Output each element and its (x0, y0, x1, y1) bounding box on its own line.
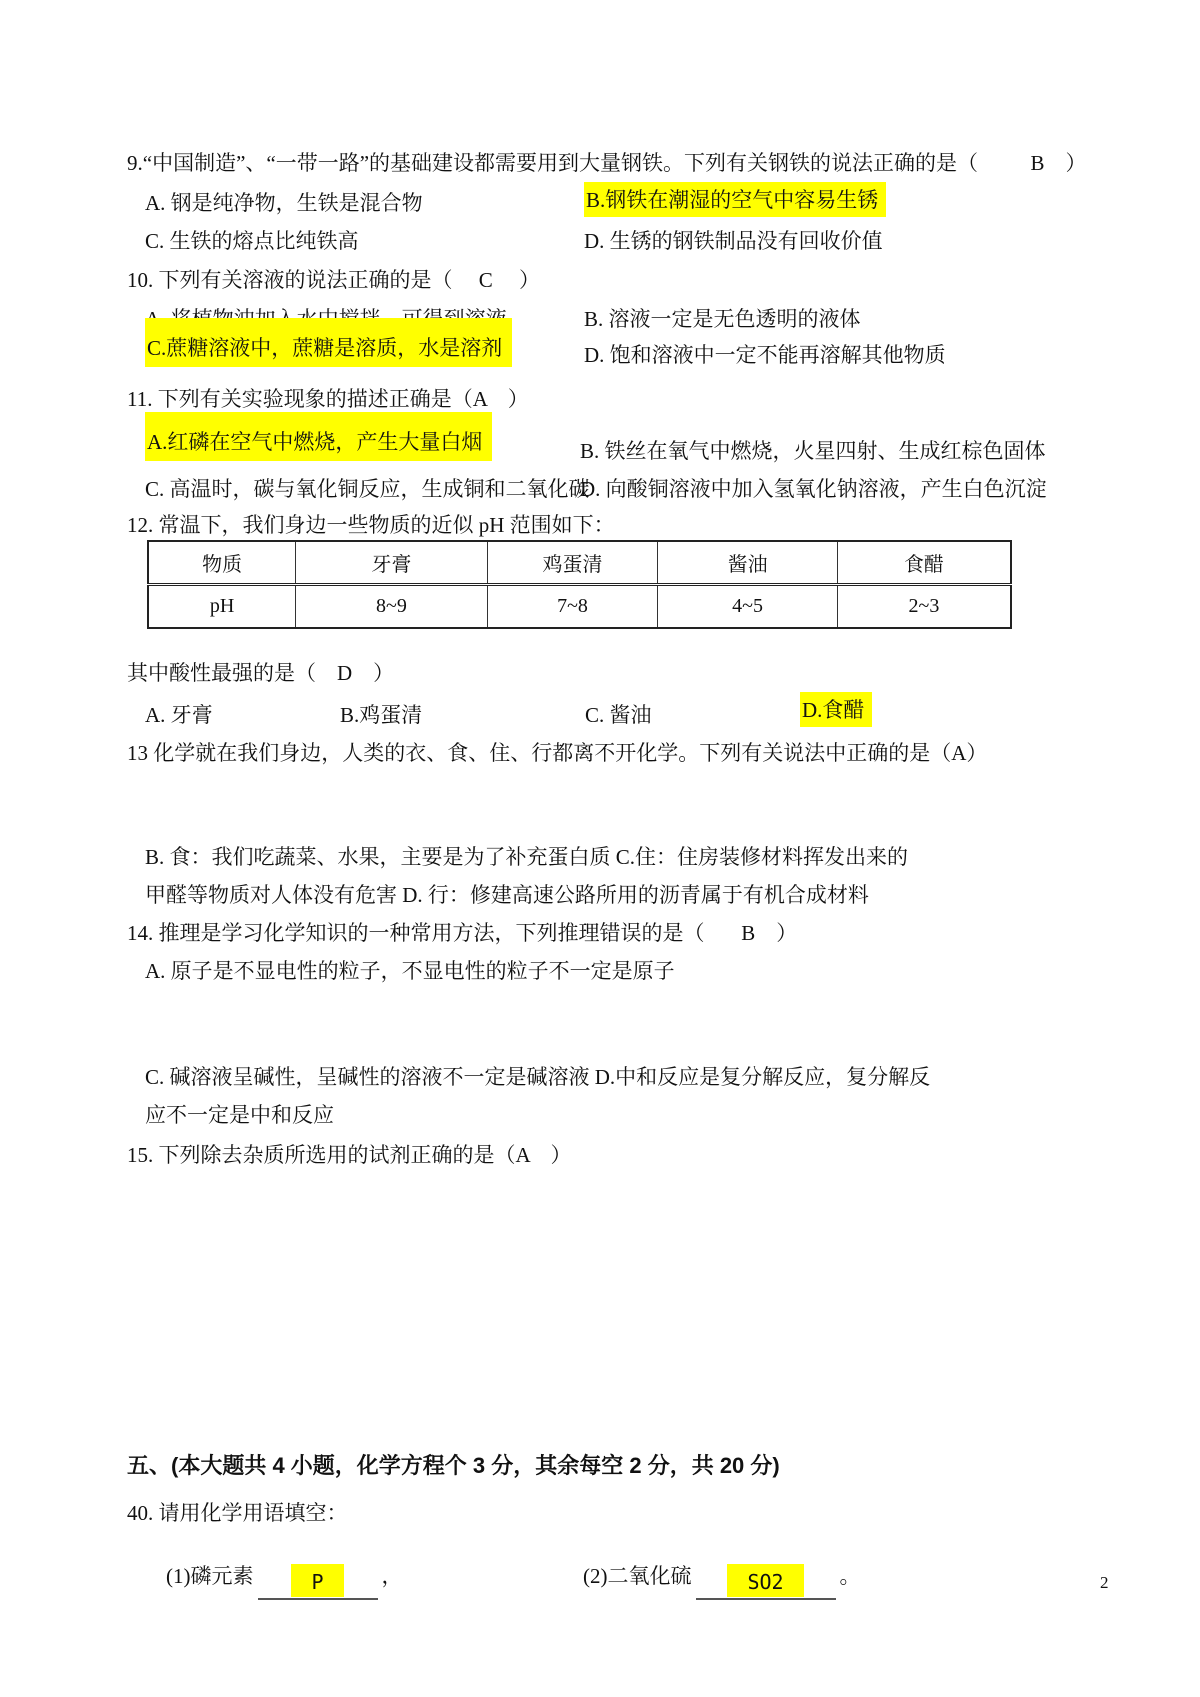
q14-options-cd-line: C. 碱溶液呈碱性，呈碱性的溶液不一定是碱溶液 D.中和反应是复分解反应，复分解反 (145, 1065, 931, 1089)
q9-option-b-highlighted (584, 182, 886, 217)
q13-options-bc-line: B. 食：我们吃蔬菜、水果，主要是为了补充蛋白质 C.住：住房装修材料挥发出来的 (145, 845, 909, 869)
q9-stem: 9.“中国制造”、“一带一路”的基础建设都需要用到大量钢铁。下列有关钢铁的说法正确的是（ B ） (127, 151, 1087, 175)
q13-stem: 13 化学就在我们身边，人类的衣、食、住、行都离不开化学。下列有关说法中正确的是（A） (127, 741, 988, 765)
ph-table-header-vinegar: 食醋 (837, 541, 1011, 585)
ph-table-cell-vinegar: 2~3 (837, 585, 1011, 629)
page-number: 2 (1100, 1573, 1109, 1592)
q40-blank2-answer: SO2 (727, 1564, 803, 1597)
q12-option-d-highlighted (800, 692, 872, 727)
q40-blank2-field (696, 1564, 836, 1600)
ph-table-cell-soysauce: 4~5 (658, 585, 838, 629)
q12-option-d-text: D.食醋 (800, 692, 872, 727)
q40-stem: 40. 请用化学用语填空： (127, 1501, 348, 1525)
q40-blank2-period: 。 (839, 1564, 861, 1589)
q12-stem: 12. 常温下，我们身边一些物质的近似 pH 范围如下： (127, 513, 615, 537)
q40-blank1-answer: P (291, 1564, 343, 1597)
q15-stem: 15. 下列除去杂质所选用的试剂正确的是（A ） (127, 1143, 572, 1167)
q10-stem: 10. 下列有关溶液的说法正确的是（ C ） (127, 268, 541, 292)
q14-stem: 14. 推理是学习化学知识的一种常用方法，下列推理错误的是（ B ） (127, 921, 798, 945)
q10-option-c-text: C.蔗糖溶液中，蔗糖是溶质，水是溶剂 (145, 318, 512, 367)
q40-blank1-label: (1)磷元素 (166, 1564, 254, 1589)
q11-option-b: B. 铁丝在氧气中燃烧，火星四射、生成红棕色固体 (580, 439, 1046, 463)
q40-part2-line (562, 1536, 861, 1628)
q40-blank1-comma: ， (381, 1564, 403, 1589)
q40-part1-line (145, 1536, 403, 1628)
ph-table-header-soysauce: 酱油 (658, 541, 838, 585)
ph-table-cell-label: pH (148, 585, 296, 629)
q12-option-c: C. 酱油 (585, 703, 652, 727)
q9-option-a: A. 钢是纯净物，生铁是混合物 (145, 191, 423, 215)
q11-option-a-text: A.红磷在空气中燃烧，产生大量白烟 (145, 412, 492, 461)
q14-option-d-continuation: 应不一定是中和反应 (145, 1103, 334, 1127)
section5-title: 五、(本大题共 4 小题，化学方程个 3 分，其余每空 2 分，共 20 分) (127, 1453, 780, 1478)
q11-option-c: C. 高温时，碳与氧化铜反应，生成铜和二氧化碳 (145, 477, 590, 501)
ph-table-header-row (148, 541, 1011, 585)
ph-table (147, 540, 1012, 629)
ph-table-header-toothpaste: 牙膏 (296, 541, 488, 585)
q12-option-a: A. 牙膏 (145, 703, 213, 727)
ph-table-cell-eggwhite: 7~8 (487, 585, 658, 629)
q12-sub-question: 其中酸性最强的是（ D ） (127, 661, 395, 685)
q9-option-d: D. 生锈的钢铁制品没有回收价值 (584, 229, 883, 253)
ph-table-header-substance: 物质 (148, 541, 296, 585)
q40-blank2-label: (2)二氧化硫 (583, 1564, 692, 1589)
q10-option-d: D. 饱和溶液中一定不能再溶解其他物质 (584, 343, 946, 367)
q11-stem: 11. 下列有关实验现象的描述正确是（A ） (127, 387, 529, 411)
q9-option-b-text: B.钢铁在潮湿的空气中容易生锈 (584, 182, 886, 217)
q10-option-c-highlighted (145, 318, 512, 367)
q11-option-a-highlighted (145, 412, 492, 461)
q10-option-b: B. 溶液一定是无色透明的液体 (584, 307, 861, 331)
ph-table-cell-toothpaste: 8~9 (296, 585, 488, 629)
q11-option-d: D. 向酸铜溶液中加入氢氧化钠溶液，产生白色沉淀 (580, 477, 1047, 501)
q13-options-d-line: 甲醛等物质对人体没有危害 D. 行：修建高速公路所用的沥青属于有机合成材料 (145, 883, 869, 907)
q14-option-a: A. 原子是不显电性的粒子，不显电性的粒子不一定是原子 (145, 959, 675, 983)
ph-table-value-row (148, 585, 1011, 629)
q40-blank1-field (258, 1564, 378, 1600)
q12-option-b: B.鸡蛋清 (340, 703, 423, 727)
ph-table-header-eggwhite: 鸡蛋清 (487, 541, 658, 585)
q9-option-c: C. 生铁的熔点比纯铁高 (145, 229, 359, 253)
